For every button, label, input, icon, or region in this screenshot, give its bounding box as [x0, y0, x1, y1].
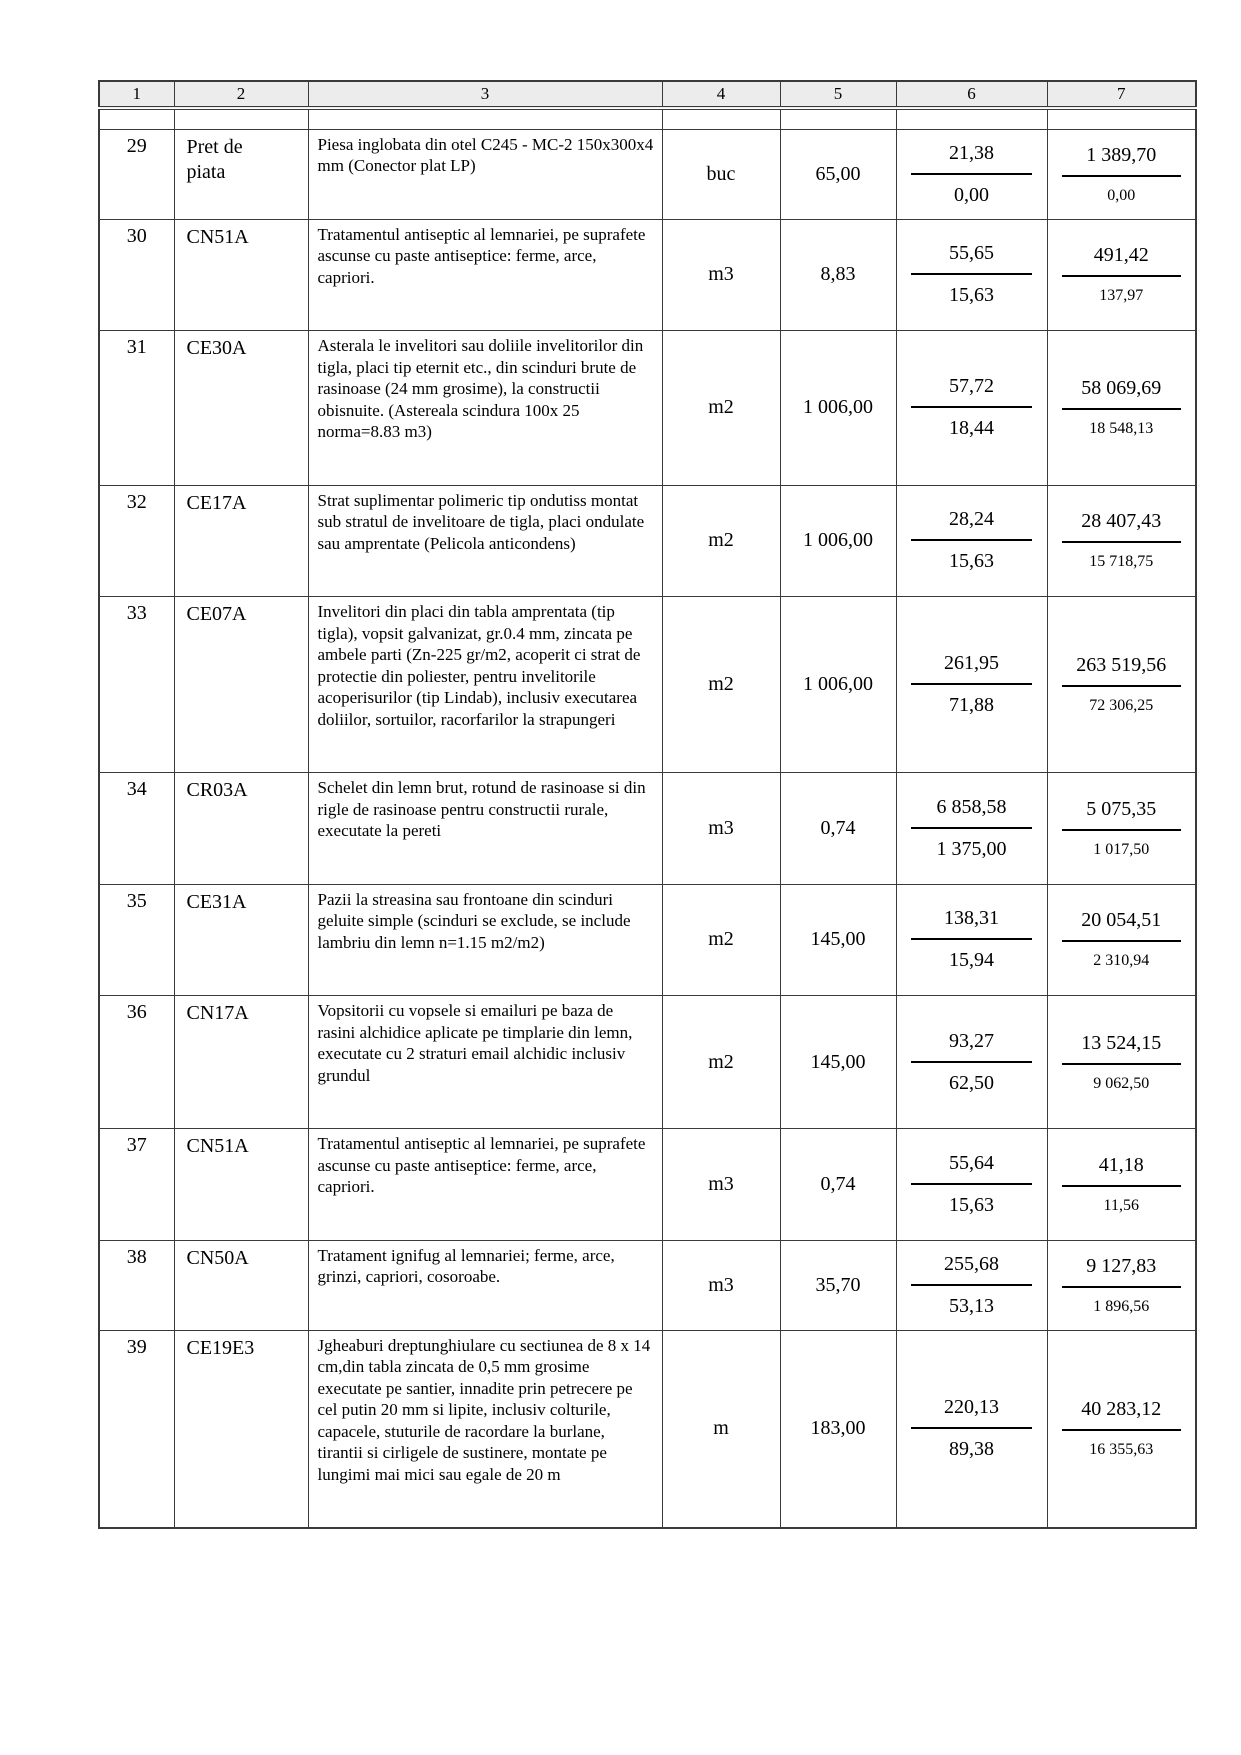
spacer-cell	[896, 108, 1047, 129]
table-row	[99, 219, 1196, 331]
table-row	[99, 884, 1196, 996]
price-fraction	[901, 1030, 1043, 1095]
total-top-value: 491,42	[1093, 244, 1149, 267]
item-number-cell: 37	[99, 1129, 174, 1241]
item-quantity-cell: 1 006,00	[780, 597, 896, 773]
item-total-value-cell	[1047, 773, 1196, 885]
unit-price-bottom-value: 15,63	[949, 284, 994, 307]
unit-price-top-value: 55,64	[949, 1151, 994, 1174]
table-row	[99, 129, 1196, 219]
header-col-3: 3	[308, 81, 662, 108]
item-description-cell: Strat suplimentar polimeric tip ondutiss montat sub stratul de invelitoare de tigla, placi ondulate sau amprentate (Pelicola anticondens)	[308, 485, 662, 597]
price-fraction	[901, 1396, 1043, 1461]
item-number-cell: 35	[99, 884, 174, 996]
item-number-cell: 38	[99, 1240, 174, 1330]
price-fraction	[901, 375, 1043, 440]
price-fraction	[901, 796, 1043, 861]
total-bottom-value: 15 718,75	[1089, 553, 1154, 571]
item-code-cell: CN51A	[174, 219, 308, 331]
total-bottom-value: 0,00	[1107, 186, 1136, 204]
header-col-2: 2	[174, 81, 308, 108]
item-unit-price-cell	[896, 1129, 1047, 1241]
item-quantity-cell: 183,00	[780, 1330, 896, 1528]
item-unit-price-cell	[896, 485, 1047, 597]
total-bottom-value: 1 017,50	[1093, 840, 1150, 858]
item-description-cell: Asterala le invelitori sau doliile invelitorilor din tigla, placi tip eternit etc., din scinduri brute de rasinoase (24 mm grosime), la constructii obisnuite. (Astereala scindura 100x 25 norma=8.83 m3)	[308, 331, 662, 486]
item-description-cell: Tratament ignifug al lemnariei; ferme, arce, grinzi, capriori, cosoroabe.	[308, 1240, 662, 1330]
item-unit-price-cell	[896, 219, 1047, 331]
item-unit-price-cell	[896, 1330, 1047, 1528]
item-unit-price-cell	[896, 1240, 1047, 1330]
item-number-cell: 36	[99, 996, 174, 1129]
total-top-value: 13 524,15	[1081, 1031, 1162, 1054]
total-bottom-value: 2 310,94	[1093, 952, 1150, 970]
item-quantity-cell: 0,74	[780, 773, 896, 885]
total-top-value: 1 389,70	[1086, 143, 1157, 166]
value-fraction	[1052, 244, 1192, 305]
table-body	[99, 108, 1196, 1528]
spacer-row	[99, 108, 1196, 129]
value-fraction	[1052, 654, 1192, 715]
item-description-cell: Vopsitorii cu vopsele si emailuri pe baza de rasini alchidice aplicate pe timplarie din lemn, executate cu 2 straturi email alchidic inclusiv grundul	[308, 996, 662, 1129]
value-fraction	[1052, 1255, 1192, 1316]
total-bottom-value: 72 306,25	[1089, 697, 1154, 714]
unit-price-bottom-value: 15,94	[949, 949, 994, 972]
item-total-value-cell	[1047, 996, 1196, 1129]
item-code-cell: CE19E3	[174, 1330, 308, 1528]
price-fraction	[901, 508, 1043, 573]
item-code-cell: CR03A	[174, 773, 308, 885]
item-unit-cell: m2	[662, 331, 780, 486]
total-top-value: 263 519,56	[1076, 654, 1167, 676]
total-top-value: 9 127,83	[1086, 1254, 1157, 1277]
value-fraction	[1052, 377, 1192, 438]
item-unit-price-cell	[896, 129, 1047, 219]
item-unit-price-cell	[896, 331, 1047, 486]
total-top-value: 20 054,51	[1081, 909, 1162, 932]
price-fraction	[901, 1253, 1043, 1318]
total-top-value: 41,18	[1098, 1153, 1144, 1176]
item-code-cell: CE07A	[174, 597, 308, 773]
item-code-cell: CN51A	[174, 1129, 308, 1241]
total-bottom-value: 11,56	[1103, 1196, 1139, 1214]
unit-price-top-value: 6 858,58	[936, 795, 1007, 818]
item-unit-cell: m3	[662, 773, 780, 885]
price-fraction	[901, 652, 1043, 717]
spacer-cell	[174, 108, 308, 129]
total-bottom-value: 1 896,56	[1093, 1297, 1150, 1315]
table-row	[99, 597, 1196, 773]
header-col-4: 4	[662, 81, 780, 108]
item-code-cell: CE17A	[174, 485, 308, 597]
total-top-value: 28 407,43	[1081, 510, 1162, 533]
item-code-cell: CE31A	[174, 884, 308, 996]
item-unit-cell: m2	[662, 884, 780, 996]
item-unit-cell: buc	[662, 129, 780, 219]
value-fraction	[1052, 1398, 1192, 1459]
unit-price-bottom-value: 62,50	[949, 1071, 994, 1094]
item-code-cell: CE30A	[174, 331, 308, 486]
item-quantity-cell: 1 006,00	[780, 331, 896, 486]
table-row	[99, 996, 1196, 1129]
value-fraction	[1052, 1154, 1192, 1215]
table-row	[99, 773, 1196, 885]
spacer-cell	[308, 108, 662, 129]
item-description-cell: Schelet din lemn brut, rotund de rasinoase si din rigle de rasinoase pentru constructii rurale, executate la pereti	[308, 773, 662, 885]
item-quantity-cell: 35,70	[780, 1240, 896, 1330]
spacer-cell	[662, 108, 780, 129]
total-bottom-value: 137,97	[1099, 287, 1144, 305]
item-total-value-cell	[1047, 1330, 1196, 1528]
unit-price-bottom-value: 1 375,00	[936, 837, 1007, 860]
total-bottom-value: 16 355,63	[1089, 1441, 1154, 1459]
price-fraction	[901, 142, 1043, 207]
price-fraction	[901, 907, 1043, 972]
table-row	[99, 1129, 1196, 1241]
unit-price-bottom-value: 89,38	[949, 1438, 994, 1461]
header-row	[99, 81, 1196, 108]
total-top-value: 5 075,35	[1086, 797, 1157, 820]
unit-price-bottom-value: 15,63	[949, 1193, 994, 1216]
item-unit-cell: m3	[662, 1240, 780, 1330]
item-unit-cell: m2	[662, 996, 780, 1129]
item-total-value-cell	[1047, 219, 1196, 331]
item-number-cell: 31	[99, 331, 174, 486]
item-quantity-cell: 65,00	[780, 129, 896, 219]
item-number-cell: 33	[99, 597, 174, 773]
unit-price-top-value: 28,24	[949, 508, 994, 531]
item-code-cell: CN17A	[174, 996, 308, 1129]
item-description-cell: Tratamentul antiseptic al lemnariei, pe suprafete ascunse cu paste antiseptice: ferme, arce, capriori.	[308, 219, 662, 331]
value-fraction	[1052, 144, 1192, 205]
item-total-value-cell	[1047, 1129, 1196, 1241]
item-description-cell: Pazii la streasina sau frontoane din scinduri geluite simple (scinduri se exclude, se include lambriu din lemn n=1.15 m2/m2)	[308, 884, 662, 996]
unit-price-bottom-value: 18,44	[949, 417, 994, 440]
value-fraction	[1052, 798, 1192, 859]
item-total-value-cell	[1047, 1240, 1196, 1330]
table-row	[99, 331, 1196, 486]
item-number-cell: 39	[99, 1330, 174, 1528]
item-total-value-cell	[1047, 485, 1196, 597]
item-quantity-cell: 0,74	[780, 1129, 896, 1241]
spacer-cell	[780, 108, 896, 129]
item-total-value-cell	[1047, 129, 1196, 219]
item-number-cell: 30	[99, 219, 174, 331]
item-quantity-cell: 145,00	[780, 884, 896, 996]
item-description-cell: Jgheaburi dreptunghiulare cu sectiunea de 8 x 14 cm,din tabla zincata de 0,5 mm grosime executate pe santier, innadite prin petrecere pe cel putin 20 mm si lipite, inclusiv colturile, capacele, stuturile de racordare la burlane, tirantii si cirligele de sustinere, montate pe lungimi mai mici sau egale de 20 m	[308, 1330, 662, 1528]
value-fraction	[1052, 1032, 1192, 1093]
item-total-value-cell	[1047, 597, 1196, 773]
item-unit-cell: m2	[662, 485, 780, 597]
item-description-cell: Tratamentul antiseptic al lemnariei, pe suprafete ascunse cu paste antiseptice: ferme, arce, capriori.	[308, 1129, 662, 1241]
table-row	[99, 1240, 1196, 1330]
item-total-value-cell	[1047, 331, 1196, 486]
header-col-1: 1	[99, 81, 174, 108]
unit-price-bottom-value: 71,88	[949, 694, 994, 716]
item-number-cell: 32	[99, 485, 174, 597]
value-fraction	[1052, 909, 1192, 970]
header-col-6: 6	[896, 81, 1047, 108]
unit-price-top-value: 57,72	[949, 375, 994, 398]
unit-price-bottom-value: 15,63	[949, 550, 994, 573]
spacer-cell	[99, 108, 174, 129]
total-bottom-value: 9 062,50	[1093, 1074, 1150, 1092]
item-unit-price-cell	[896, 996, 1047, 1129]
table-row	[99, 485, 1196, 597]
item-number-cell: 34	[99, 773, 174, 885]
item-unit-price-cell	[896, 884, 1047, 996]
item-unit-cell: m	[662, 1330, 780, 1528]
price-fraction	[901, 1152, 1043, 1217]
table-row	[99, 1330, 1196, 1528]
item-unit-cell: m3	[662, 1129, 780, 1241]
total-bottom-value: 18 548,13	[1089, 420, 1154, 438]
unit-price-top-value: 138,31	[944, 907, 999, 930]
header-col-5: 5	[780, 81, 896, 108]
item-total-value-cell	[1047, 884, 1196, 996]
unit-price-bottom-value: 53,13	[949, 1294, 994, 1317]
unit-price-top-value: 93,27	[949, 1029, 994, 1052]
value-fraction	[1052, 510, 1192, 571]
unit-price-top-value: 55,65	[949, 242, 994, 265]
spacer-cell	[1047, 108, 1196, 129]
total-top-value: 40 283,12	[1081, 1398, 1162, 1421]
unit-price-bottom-value: 0,00	[954, 183, 989, 206]
item-quantity-cell: 8,83	[780, 219, 896, 331]
estimate-table	[98, 80, 1197, 1529]
header-col-7: 7	[1047, 81, 1196, 108]
unit-price-top-value: 261,95	[944, 652, 999, 674]
total-top-value: 58 069,69	[1081, 377, 1162, 400]
table-header	[99, 81, 1196, 108]
unit-price-top-value: 220,13	[944, 1396, 999, 1419]
item-number-cell: 29	[99, 129, 174, 219]
item-unit-cell: m2	[662, 597, 780, 773]
item-quantity-cell: 1 006,00	[780, 485, 896, 597]
item-unit-price-cell	[896, 773, 1047, 885]
item-quantity-cell: 145,00	[780, 996, 896, 1129]
item-code-cell: Pret de piata	[174, 129, 308, 219]
item-code-cell: CN50A	[174, 1240, 308, 1330]
item-unit-price-cell	[896, 597, 1047, 773]
item-unit-cell: m3	[662, 219, 780, 331]
price-fraction	[901, 242, 1043, 307]
unit-price-top-value: 255,68	[944, 1252, 999, 1275]
unit-price-top-value: 21,38	[949, 141, 994, 164]
item-description-cell: Piesa inglobata din otel C245 - MC-2 150x300x4 mm (Conector plat LP)	[308, 129, 662, 219]
item-description-cell: Invelitori din placi din tabla amprentata (tip tigla), vopsit galvanizat, gr.0.4 mm, zincata pe ambele parti (Zn-225 gr/m2, acoperit ci strat de protectie din poliester, pentru invelitorile acoperisurilor (tip Lindab), inclusiv executarea doliilor, sortuilor, racorfarilor la strapungeri	[308, 597, 662, 773]
